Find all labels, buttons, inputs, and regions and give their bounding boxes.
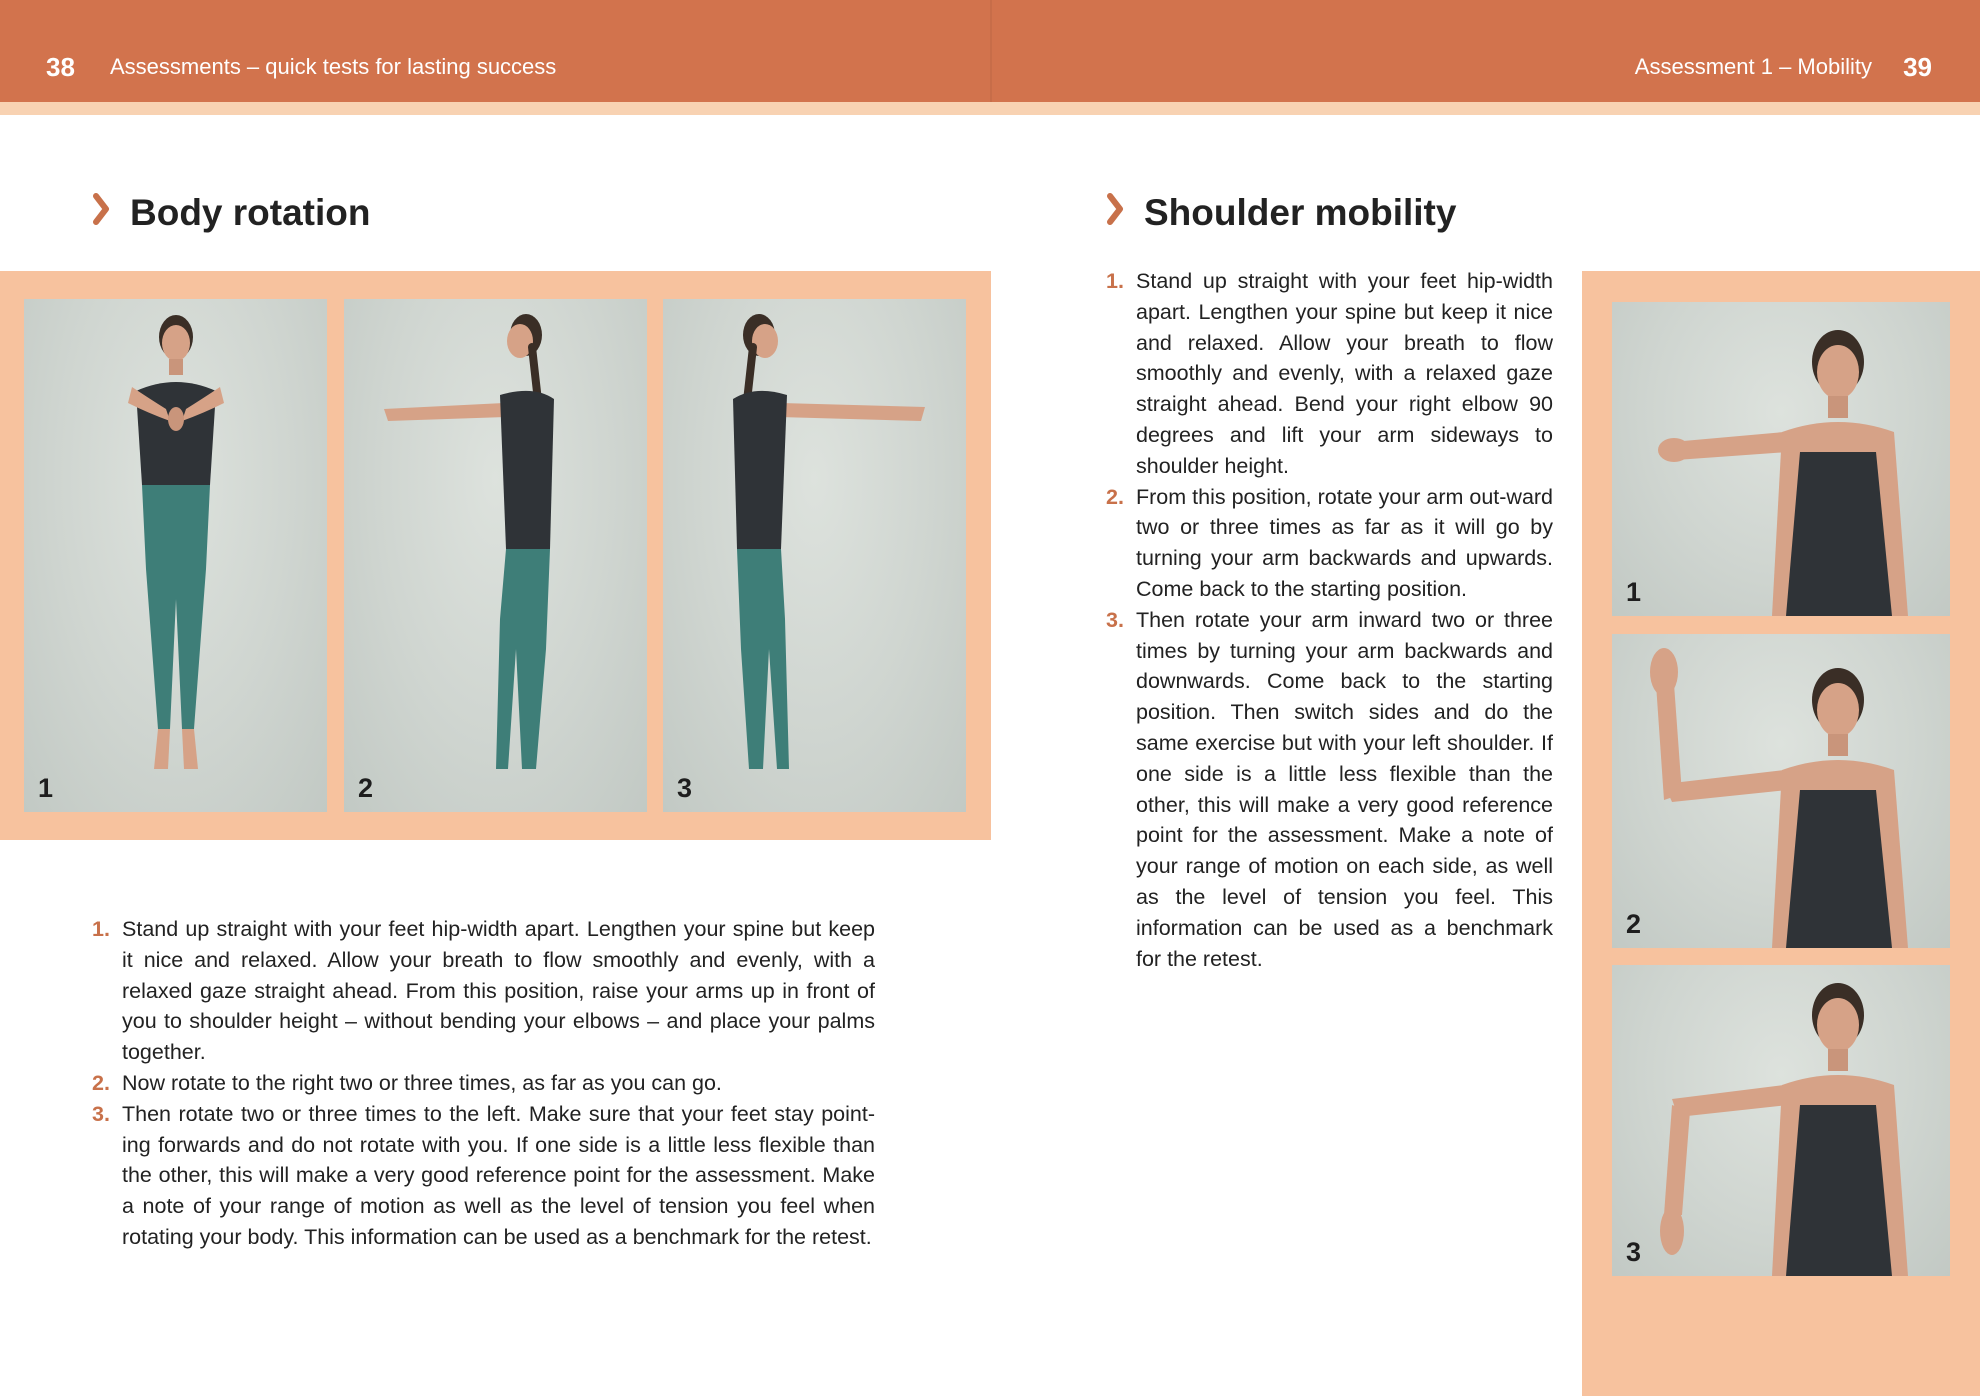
photo-body-rotation-1 bbox=[24, 299, 327, 812]
step-number: 2. bbox=[92, 1070, 110, 1095]
list-item bbox=[1106, 482, 1553, 605]
step-number: 2. bbox=[1106, 484, 1124, 509]
photo-shoulder-mobility-2 bbox=[1612, 634, 1950, 948]
woman-figure-front bbox=[24, 299, 327, 812]
step-text: Stand up straight with your feet hip-width apart. Lengthen your spine but keep it nice and relaxed. Allow your breath to flow smoothly and evenly, with a relaxed gaze straight ahead. From this position, raise your arms up in front of you to shoulder height – without bending your elbows – and place your palms together. bbox=[122, 917, 875, 1065]
photo-body-rotation-3 bbox=[663, 299, 966, 812]
left-running-title: Assessments – quick tests for lasting success bbox=[110, 54, 557, 79]
woman-figure-shoulder-3 bbox=[1612, 965, 1950, 1276]
chevron-right-icon bbox=[1106, 192, 1130, 226]
header-strip bbox=[0, 102, 1980, 115]
list-item bbox=[1106, 605, 1553, 975]
list-item bbox=[1106, 266, 1553, 482]
step-number: 1. bbox=[1106, 269, 1124, 293]
photo-label: 2 bbox=[1626, 909, 1642, 939]
list-item bbox=[92, 914, 875, 1068]
shoulder-mobility-steps bbox=[1106, 266, 1553, 974]
right-page-number: 39 bbox=[1903, 52, 1932, 82]
photo-label: 3 bbox=[1626, 1237, 1642, 1267]
woman-figure-side-left bbox=[344, 299, 647, 812]
step-number: 3. bbox=[92, 1101, 110, 1126]
section-title-body-rotation: Body rotation bbox=[130, 192, 371, 233]
step-number: 1. bbox=[92, 917, 110, 941]
woman-figure-shoulder-1 bbox=[1612, 302, 1950, 616]
step-number: 3. bbox=[1106, 607, 1124, 632]
step-text: Stand up straight with your feet hip-width apart. Lengthen your spine but keep it nice and relaxed. Allow your breath to flow smoothly and evenly, with a relaxed gaze straight ahead. Bend your right elbow 90 degrees and lift your arm sideways to shoulder height. bbox=[1136, 269, 1553, 478]
list-item bbox=[92, 1099, 875, 1253]
photo-label: 1 bbox=[1626, 577, 1642, 607]
photo-label: 1 bbox=[38, 773, 54, 803]
woman-figure-shoulder-2 bbox=[1612, 634, 1950, 948]
photo-label: 3 bbox=[677, 773, 693, 803]
list-item bbox=[92, 1068, 875, 1099]
photo-shoulder-mobility-3 bbox=[1612, 965, 1950, 1276]
woman-figure-side-right bbox=[663, 299, 966, 812]
photo-label: 2 bbox=[358, 773, 374, 803]
section-title-shoulder-mobility: Shoulder mobility bbox=[1144, 192, 1457, 233]
step-text: From this position, rotate your arm out-ward two or three times as far as it will go by turning your arm backwards and upwards. Come back to the starting position. bbox=[1136, 484, 1554, 601]
step-text: Then rotate your arm inward two or three times by turning your arm backwards and downwards. Come back to the starting position. Then switch sides and do the same exercise but with your left shoulder. If one side is a little less flexible than the other, this will make a very good reference point for the assessment. Make a note of your range of motion on each side, as well as the level of tension you feel. This information can be used as a benchmark for the retest. bbox=[1136, 607, 1553, 971]
right-running-title: Assessment 1 – Mobility bbox=[1634, 54, 1872, 79]
photo-shoulder-mobility-1 bbox=[1612, 302, 1950, 616]
chevron-right-icon bbox=[92, 192, 116, 226]
photo-body-rotation-2 bbox=[344, 299, 647, 812]
step-text: Then rotate two or three times to the left. Make sure that your feet stay point-ing forwards and do not rotate with you. If one side is a little less flexible than the other, this will make a very good reference point for the assessment. Make a note of your range of motion as well as the level of tension you feel when rotating your body. This information can be used as a benchmark for the retest. bbox=[122, 1101, 875, 1249]
step-text: Now rotate to the right two or three times, as far as you can go. bbox=[122, 1070, 722, 1095]
left-page-number: 38 bbox=[46, 52, 75, 82]
body-rotation-steps bbox=[92, 914, 875, 1253]
page-gutter bbox=[990, 0, 992, 102]
